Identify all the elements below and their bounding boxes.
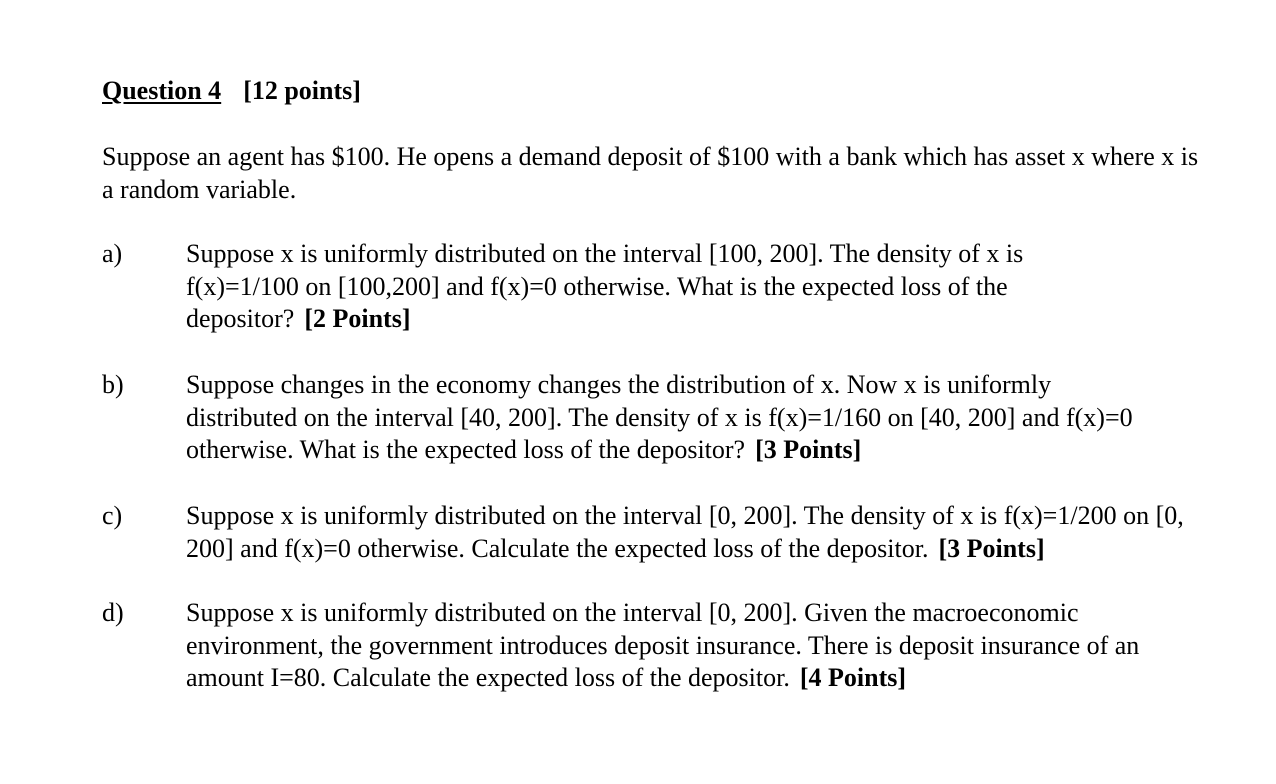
part-b-body: Suppose changes in the economy changes the distribution of x. Now x is uniformly distributed on the interval [40, 200]. The density of x is f(x)=1/160 on [40, 200] and f(x)=0 otherwise. What is the expected loss of the depositor? [186, 370, 1133, 464]
part-c-label: c) [102, 501, 123, 530]
part-c-text [186, 500, 1216, 565]
part-a-body: Suppose x is uniformly distributed on the interval [100, 200]. The density of x is f(x)=1/100 on [100,200] and f(x)=0 otherwise. What is the expected loss of the depositor? [186, 239, 1024, 333]
part-c-points: [3 Points] [938, 533, 1045, 563]
question-intro: Suppose an agent has $100. He opens a demand deposit of $100 with a bank which has asset x where x is a random variable. [102, 142, 1199, 204]
part-a-text [186, 238, 1116, 336]
part-d-points: [4 Points] [799, 663, 907, 692]
part-d-text [186, 597, 1206, 695]
part-d-body: Suppose x is uniformly distributed on the interval [0, 200]. Given the macroeconomic environment, the government introduces deposit insurance. There is deposit insurance of an amount I=80. Calculate the expected loss of the depositor. [186, 598, 1140, 692]
part-d-label: d) [102, 598, 124, 627]
part-b-text [186, 369, 1161, 467]
part-b-label: b) [102, 370, 124, 399]
question-points: [12 points] [243, 76, 361, 105]
question-heading [102, 75, 361, 108]
part-a-points: [2 Points] [304, 304, 411, 333]
part-b-points: [3 Points] [755, 435, 862, 464]
part-c-body: Suppose x is uniformly distributed on the interval [0, 200]. The density of x is f(x)=1/200 on [0, 200] and f(x)=0 otherwise. Calculate the expected loss of the depositor. [186, 501, 1184, 563]
question-title: Question 4 [102, 76, 222, 105]
part-a-label: a) [102, 239, 123, 268]
